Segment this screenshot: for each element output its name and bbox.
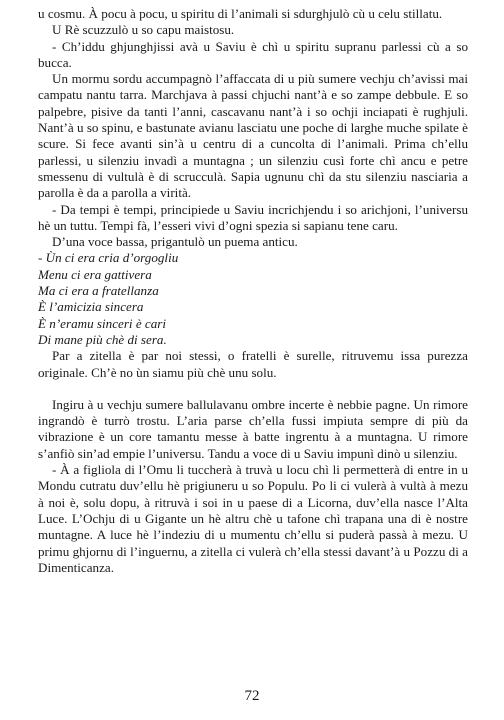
poem-line: Ma ci era a fratellanza [38,283,159,299]
paragraph: Ingiru à u vechju sumere ballulavanu ombre incerte è nebbie pagne. Un rimore ingrandò è turrò trostu. L’aria parse ch’ella fussi impiuta sempre di più da vibrazione è un core tamantu messe à batte ingrentu à a muntagna. U rimore s’anfiò sin’ad empie l’universu. Tandu a voce di u Saviu impunì dinò u silenziu. [38,396,468,461]
poem-line: È l’amicizia sincera [38,299,144,315]
paragraph: - Da tempi è tempi, principiede u Saviu incrichjendu i so arichjoni, l’universu hè un tuttu. Tempi fà, l’esseri vivi d’ogni spezia si sapianu tene caru. [38,201,468,233]
paragraph: - À a figliola di l’Omu li tuccherà à truvà u locu chì li permetterà di entre in u Mondu cutratu duv’ellu hè prigiuneru u so Populu. Po li ci vulerà à vultà à mezu à noi è, solu dopu, à ritruvà i soi in u paese di a Licorna, duv’ella nasce l’Alta Luce. L’Ochju di u Gigante un hè altru chè u tafone chì trapana una di è nostre muntagne. A luce hè l’indeziu di u mumentu ch’ellu si puderà passà à mezu. U primu ghjornu di l’inguernu, a zitella ci vulerà ch’ella stessi davant’à u Pozzu di a Dimenticanza. [38,462,468,575]
poem-line: - Ùn ci era cria d’orgogliu [38,250,179,266]
paragraph: Par a zitella è par noi stessi, o fratelli è surelle, ritruvemu issa purezza originale. Ch’è no ùn siamu più chè unu solu. [38,348,468,380]
paragraph: U Rè scuzzulò u so capu maistosu. [52,22,235,38]
paragraph: - Ch’iddu ghjunghjissi avà u Saviu è chì u spiritu supranu parlessi cù a so bucca. [38,38,468,70]
paragraph: Un mormu sordu accumpagnò l’affaccata di u più sumere vechju ch’avissi mai campatu nantu tarra. Marchjava à passi chjuchi nant’à e so zampe debbule. E so palpebre, pisive da tanti l’anni, cascavanu nant’à i so ochji inciapati è rughjuli. Nant’à u so spinu, e bastunate avianu lasciatu une poche di larghe muche spilate è scure. Si fece avanti sin’à u centru di a cuncolta di l’animali. Prima ch’ellu parlessi, u silenziu invadì a muntagna ; un silenziu cusì forte chì ancu e petre smessenu di vultulà è di scrucculà. Sapia ugnunu chì da stu silenziu nasciaria a parolla è da a parolla a virità. [38,71,468,201]
page-number: 72 [244,688,260,704]
paragraph: u cosmu. À pocu à pocu, u spiritu di l’animali si sdurghjulò cù u celu stillatu. [38,6,443,21]
poem-line: Di mane più chè di sera. [38,331,167,347]
section-break [38,381,468,397]
poem-line: Menu ci era gattivera [38,266,152,282]
paragraph: D’una voce bassa, prigantulò un puema anticu. [52,234,298,250]
page-body [38,6,468,576]
poem-line: È n’eramu sinceri è cari [38,315,166,331]
